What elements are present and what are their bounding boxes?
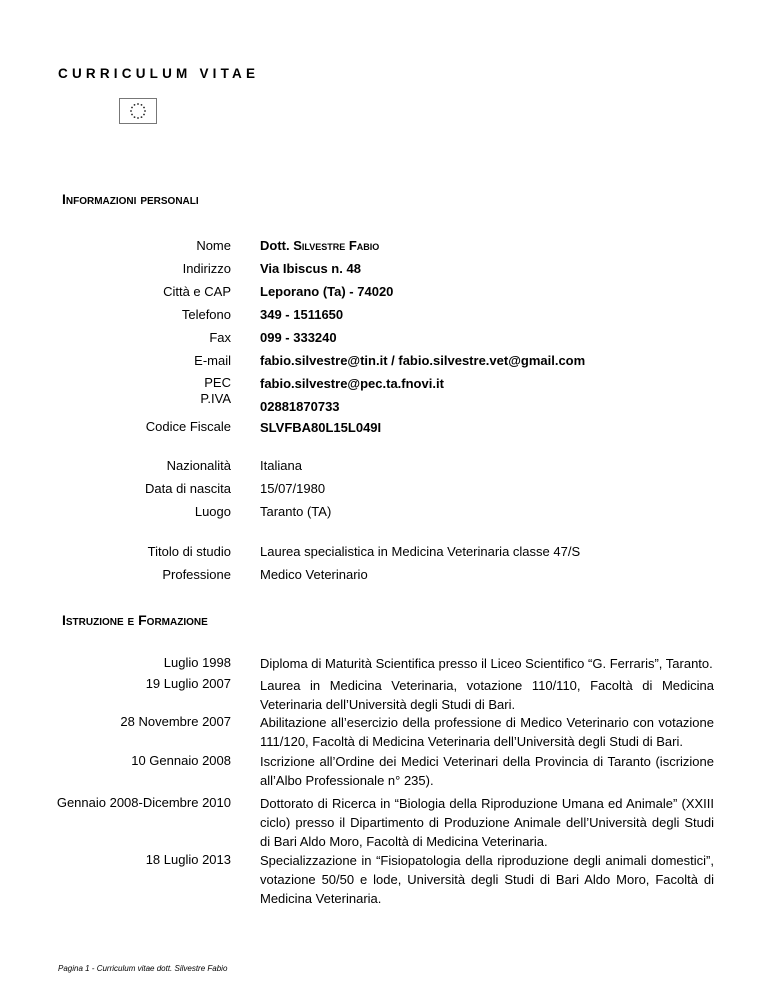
- value-nazionalita: Italiana: [260, 458, 302, 473]
- label-titolo-studio: Titolo di studio: [147, 544, 231, 559]
- label-data-nascita: Data di nascita: [145, 481, 231, 496]
- education-date: Gennaio 2008-Dicembre 2010: [56, 795, 231, 810]
- page-footer: Pagina 1 - Curriculum vitae dott. Silvestre Fabio: [58, 964, 228, 973]
- education-heading: Istruzione e Formazione: [62, 612, 208, 628]
- document-title: CURRICULUM VITAE: [58, 66, 260, 81]
- education-text: Iscrizione all’Ordine dei Medici Veterinari della Provincia di Taranto (iscrizione all’Albo Professionale n° 235).: [260, 754, 714, 788]
- education-text: Dottorato di Ricerca in “Biologia della Riproduzione Umana ed Animale” (XXIII ciclo) presso il Dipartimento di Produzione Animale dell’Università degli Studi di Bari Aldo Moro, Facoltà di Medicina Veterinaria.: [260, 796, 714, 849]
- label-luogo: Luogo: [194, 504, 231, 519]
- education-text: Abilitazione all’esercizio della professione di Medico Veterinario con votazione 111/120, Facoltà di Medicina Veterinaria dell’Università degli Studi di Bari.: [260, 715, 714, 749]
- label-indirizzo: Indirizzo: [182, 261, 231, 276]
- education-text: Diploma di Maturità Scientifica presso il Liceo Scientifico “G. Ferraris”, Taranto.: [260, 656, 713, 671]
- education-text: Laurea in Medicina Veterinaria, votazione 110/110, Facoltà di Medicina Veterinaria dell’Università degli Studi di Bari.: [260, 678, 714, 712]
- value-fax: 099 - 333240: [260, 330, 337, 345]
- label-citta-cap: Città e CAP: [163, 284, 231, 299]
- label-email: E-mail: [194, 353, 231, 368]
- education-date: 18 Luglio 2013: [145, 852, 231, 867]
- value-indirizzo: Via Ibiscus n. 48: [260, 261, 361, 276]
- label-telefono: Telefono: [181, 307, 231, 322]
- label-pec: PEC: [204, 375, 231, 390]
- education-date: 19 Luglio 2007: [145, 676, 231, 691]
- value-telefono: 349 - 1511650: [260, 307, 344, 322]
- value-luogo: Taranto (TA): [260, 504, 332, 519]
- education-text: Specializzazione in “Fisiopatologia della riproduzione degli animali domestici”, votazione 50/50 e lode, Università degli Studi di Bari Aldo Moro, Facoltà di Medicina Veterinaria.: [260, 853, 714, 906]
- value-email: fabio.silvestre@tin.it / fabio.silvestre.vet@gmail.com: [260, 353, 586, 368]
- value-piva: 02881870733: [260, 399, 340, 414]
- label-codice-fiscale: Codice Fiscale: [145, 419, 231, 434]
- label-nome: Nome: [196, 238, 231, 253]
- value-nome: Dott. Silvestre Fabio: [260, 238, 380, 253]
- label-nazionalita: Nazionalità: [166, 458, 231, 473]
- value-citta-cap: Leporano (Ta) - 74020: [260, 284, 394, 299]
- value-data-nascita: 15/07/1980: [260, 481, 326, 496]
- value-professione: Medico Veterinario: [260, 567, 368, 582]
- education-date: 28 Novembre 2007: [120, 714, 231, 729]
- label-piva: P.IVA: [200, 391, 231, 406]
- education-date: Luglio 1998: [163, 655, 231, 670]
- eu-flag-icon: [119, 98, 157, 124]
- value-pec: fabio.silvestre@pec.ta.fnovi.it: [260, 376, 444, 391]
- education-date: 10 Gennaio 2008: [131, 753, 231, 768]
- label-fax: Fax: [209, 330, 231, 345]
- personal-info-heading: Informazioni personali: [62, 191, 199, 207]
- value-titolo-studio: Laurea specialistica in Medicina Veterinaria classe 47/S: [260, 544, 581, 559]
- value-codice-fiscale: SLVFBA80L15L049I: [260, 420, 382, 435]
- label-professione: Professione: [162, 567, 231, 582]
